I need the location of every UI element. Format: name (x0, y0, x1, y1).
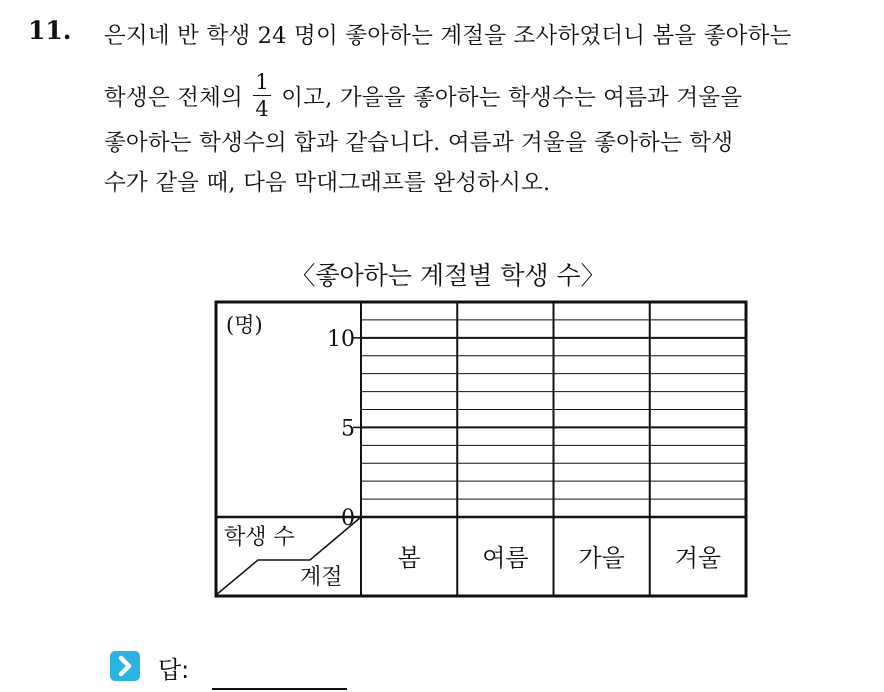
question-text-line-2-after: 이고, 가을을 좋아하는 학생수는 여름과 겨울을 (281, 85, 743, 111)
category-label: 봄 (397, 544, 421, 572)
chart-outer-border (216, 302, 746, 596)
fraction-numerator: 1 (255, 70, 269, 94)
corner-top-label: 학생 수 (224, 525, 295, 550)
category-label: 겨울 (674, 544, 722, 572)
question-text-line-3: 좋아하는 학생수의 합과 같습니다. 여름과 겨울을 좋아하는 학생 (104, 130, 734, 156)
y-tick-label: 10 (327, 326, 355, 352)
y-tick-label: 0 (341, 506, 355, 531)
question-text-line-4: 수가 같을 때, 다음 막대그래프를 완성하시오. (104, 170, 551, 196)
answer-blank[interactable] (212, 688, 347, 690)
chart-frame (216, 302, 746, 596)
y-tick-label: 5 (341, 416, 355, 442)
question-text-line-2-before: 학생은 전체의 (104, 85, 243, 111)
answer-label: 답: (158, 656, 190, 684)
fraction-denominator: 4 (255, 97, 269, 121)
chart-title: 〈좋아하는 계절별 학생 수〉 (290, 261, 606, 290)
y-unit-label: (명) (226, 313, 263, 337)
chart-labels (224, 313, 721, 590)
chevron-right-icon (110, 651, 140, 681)
question-text-line-1: 은지네 반 학생 24 명이 좋아하는 계절을 조사하였더니 봄을 좋아하는 (104, 23, 792, 49)
corner-bottom-label: 계절 (300, 565, 343, 590)
category-label: 여름 (482, 544, 529, 572)
category-label: 가을 (578, 544, 625, 572)
question-number: 11. (28, 16, 72, 45)
grid-lines (353, 320, 746, 517)
